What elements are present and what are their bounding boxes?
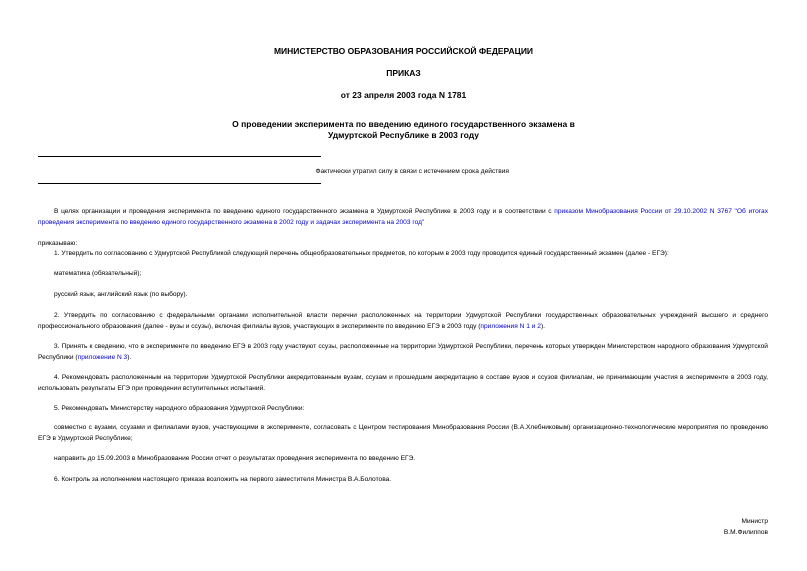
preamble-text: В целях организации и проведения эксперимента по введению единого государственного экзамена в Удмуртской Республике в 2003 году и в соответствии с bbox=[54, 208, 552, 215]
preamble-order-link[interactable]: приказом Минобразования России от 29.10.2002 N 3767 "Об итогах проведения эксперимента по введению единого государственного экзамена в 2002 году и задачах эксперимента на 2003 год" bbox=[38, 208, 768, 226]
item-1: 1. Утвердить по согласованию с Удмуртской Республикой следующий перечень общеобразовательных предметов, по которым в 2003 году проводится единый государственный экзамен (далее - ЕГЭ): bbox=[54, 250, 669, 257]
orders-word: приказываю: bbox=[38, 240, 78, 247]
item-6: 6. Контроль за исполнением настоящего приказа возложить на первого заместителя Министра В.А.Болотова. bbox=[54, 476, 392, 483]
item-1-subject-b: русский язык, английский язык (по выбору). bbox=[54, 291, 188, 298]
item-2-text: 2. Утвердить по согласованию с федеральными органами исполнительной власти перечни расположенных на территории Удмуртской Республики государственных образовательных учреждений высшего и среднего профессионального образования (далее - вузы и ссузы), включая филиалы вузов, участвующих в эксперименте по введению ЕГЭ в 2003 году ( bbox=[38, 312, 768, 330]
item-5-point-a: совместно с вузами, ссузами и филиалами вузов, участвующими в эксперименте, согласовать с Центром тестирования Минобразования России (В.А.Хлебниковым) организационно-технологические мероприятия по проведению ЕГЭ в Удмуртской Республике; bbox=[38, 424, 768, 442]
item-5: 5. Рекомендовать Министерству народного образования Удмуртской Республики: bbox=[54, 405, 305, 412]
ministry-name: МИНИСТЕРСТВО ОБРАЗОВАНИЯ РОССИЙСКОЙ ФЕДЕРАЦИИ bbox=[273, 46, 534, 56]
item-5-point-b: направить до 15.09.2003 в Минобразование России отчет о результатах проведения эксперимента по введению ЕГЭ. bbox=[54, 455, 416, 462]
item-4: 4. Рекомендовать расположенным на территории Удмуртской Республики аккредитованным вузам, ссузам и прошедшим аккредитацию в составе вузов и ссузов филиалам, не принимающим участия в эксперименте в 2003 году, использовать результаты ЕГЭ при проведении вступительных испытаний. bbox=[38, 374, 768, 392]
bottom-divider bbox=[38, 183, 321, 184]
item-3-appendix-link[interactable]: приложение N 3 bbox=[77, 354, 128, 361]
item-1-subject-a: математика (обязательный); bbox=[54, 270, 142, 277]
top-divider bbox=[38, 156, 321, 157]
item-3-end: ). bbox=[127, 354, 132, 361]
item-3 bbox=[38, 341, 768, 363]
document-title-line1: О проведении эксперимента по введению единого государственного экзамена в bbox=[232, 119, 575, 129]
item-2-end: ). bbox=[540, 323, 545, 330]
item-2-appendix-link[interactable]: приложения N 1 и 2 bbox=[480, 323, 541, 330]
document-type: ПРИКАЗ bbox=[386, 68, 421, 78]
status-note: Фактически утратил силу в связи с истечением срока действия bbox=[315, 168, 509, 175]
document-date-number: от 23 апреля 2003 года N 1781 bbox=[340, 90, 467, 100]
signature-name: В.М.Филиппов bbox=[723, 529, 768, 536]
item-3-text: 3. Принять к сведению, что в эксперименте по введению ЕГЭ в 2003 году участвуют ссузы, расположенные на территории Удмуртской Республики, перечень которых утвержден Министерством народного образования Удмуртской Республики ( bbox=[38, 343, 768, 361]
signature-position: Министр bbox=[741, 518, 768, 525]
preamble-paragraph bbox=[38, 206, 768, 228]
item-2 bbox=[38, 310, 768, 332]
document-title-line2: Удмуртской Республике в 2003 году bbox=[328, 130, 479, 140]
